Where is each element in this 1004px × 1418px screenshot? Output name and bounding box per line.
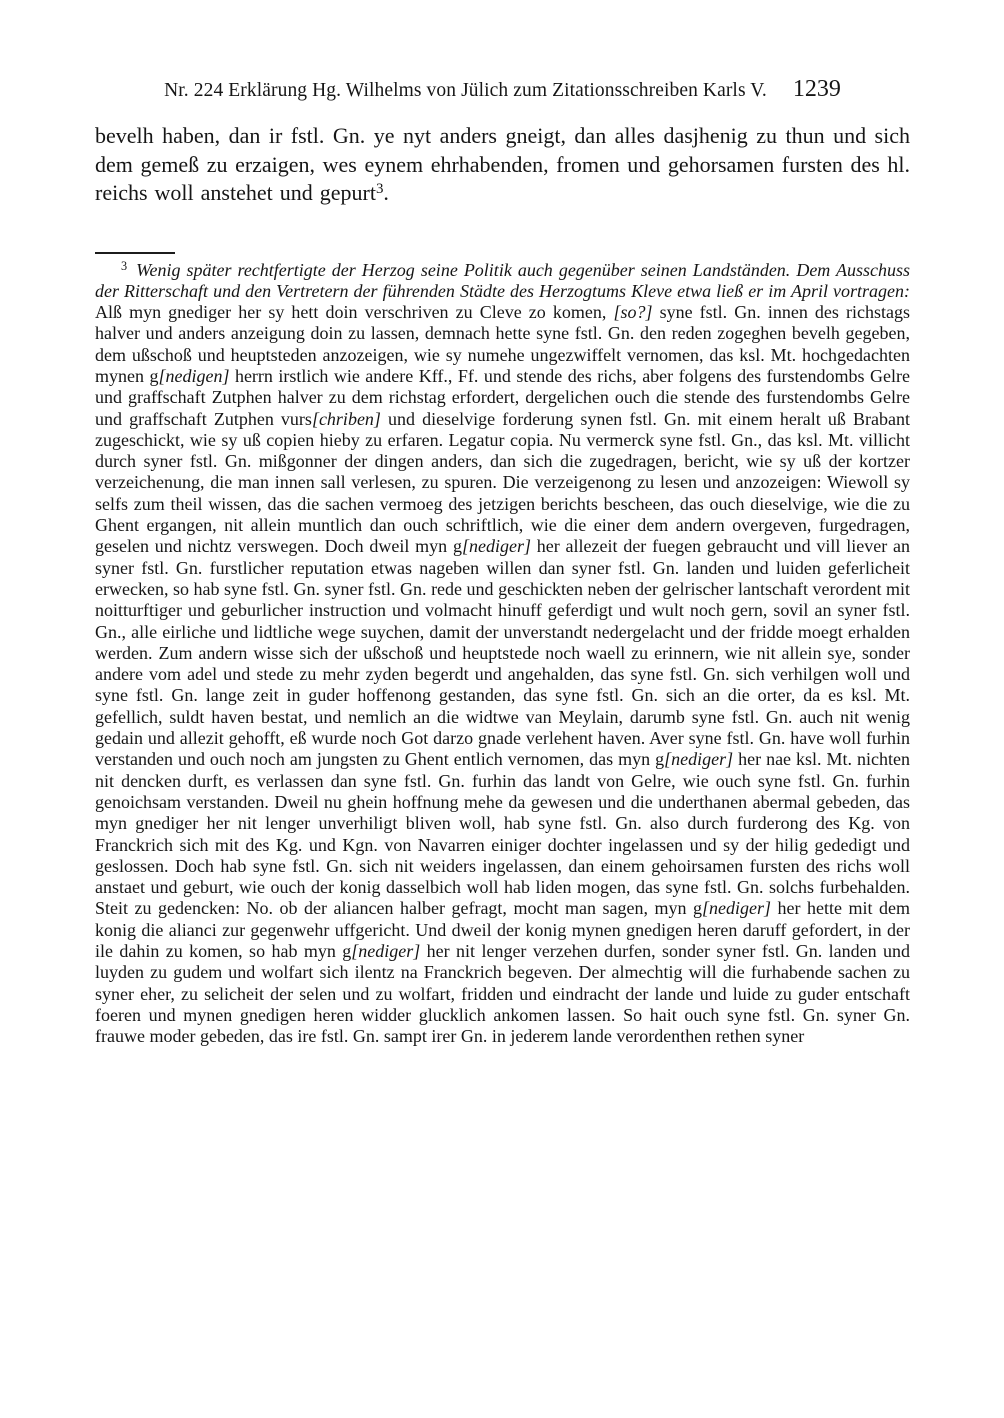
footnote-segment: [nedigen] — [158, 365, 230, 386]
main-paragraph — [95, 122, 910, 208]
main-paragraph-text: bevelh haben, dan ir fstl. Gn. ye nyt anders gneigt, dan alles dasjhenig zu thun und sich dem gemeß zu erzaigen, wes eynem ehrhabenden, fromen und gehorsamen fursten des hl. reichs woll anstehet und gepurt — [95, 123, 910, 205]
footnote-segment: her allezeit der fuegen gebraucht und vill liever an syner fstl. Gn. furstlicher reputation etwas nageben willen dan syner fstl. Gn. landen und luiden geferlicheit erwecken, so hab syne fstl. Gn. syner fstl. Gn. rede und geschickten neben der gelrischer lantschaft verordent mit noitturftiger und geburlicher instruction und volmacht hinuff geferdigt und wult noch gern, sovil an syner fstl. Gn., alle eirliche und lidtliche wege suychen, damit der unverstandt nedergelacht und der fridde moegt erhalden werden. Zum andern wisse sich der ußschoß und heuptstede noch waell zu erinnern, wie nit allein sye, sonder andere vom adel und stede zu mehr zyden begerdt und angehalden, das syne fstl. Gn. sich verhilgen woll und syne fstl. Gn. lange zeit in guder hoffenong gestanden, das syne fstl. Gn. sich an die orter, da es ksl. Mt. gefellich, suldt haven bestat, und nemlich an die widtwe van Meylain, darumb syne fstl. Gn. auch nit wenig gedain und allezit gehofft, eß wurde noch Got darzo gnade verlehent haven. Aver syne fstl. Gn. have woll furhin verstanden und ouch noch am jungsten zu Ghent entlich vernomen, das myn g — [95, 536, 910, 770]
footnote-text — [95, 260, 910, 1047]
footnote-reference: 3 — [375, 181, 384, 198]
running-head — [95, 76, 910, 104]
footnote-segment: [so?] — [613, 302, 653, 323]
footnote-segment: syne fstl. Gn. innen des richstags halver und anders anzeigung doin zu lassen, demnach hette syne fstl. Gn. den reden zogeghen bevelh gegeben, dem ußschoß und heuptsteden anzozeigen, wie sy numehe ungezwiffelt vernomen, das ksl. Mt. hochgedachten mynen g — [95, 302, 910, 386]
footnote-3 — [95, 260, 910, 1048]
footnote-segment: [nediger] — [351, 941, 421, 961]
footnote-segment: Alß myn gnediger her sy hett doin verschriven zu Cleve zo komen, — [95, 302, 614, 323]
footnote-number: 3 — [121, 259, 128, 273]
footnote-segment: herrn irstlich wie andere Kff., Ff. und stende des richs, aber folgens des furstendombs Gelre und graffschaft Zutphen halver zu dem richstag erfordert, dergelichen ouch die stende des furstendombs Gelre und graffschaft Zutphen vurs — [95, 365, 910, 429]
footnote-block — [95, 252, 910, 1048]
footnote-separator-rule — [95, 252, 175, 254]
footnote-segment: her nit lenger verzehen durfen, sonder syner fstl. Gn. landen und luyden zu gudem und wolfart sich ilentz na Franckrich begeven. Der almechtig will die furhabende sachen zu syner eher, zu selicheit der selen und zu wolfart, fridden und eindracht der lande und luide zu guder entschaft foeren und mynen gnedigen heren widder glucklich ankomen lassen. So hait ouch syne fstl. Gn. syner Gn. frauwe moder gebeden, das ire fstl. Gn. sampt irer Gn. in jederem lande verordenthen rethen syner — [95, 941, 911, 1047]
footnote-segment: her hette mit dem konig die alianci zur gegenwehr uffgericht. Und dweil der konig mynen gnedigen heren daruff gefordert, in der ile dahin zu komen, so hab myn g — [95, 898, 910, 961]
footnote-segment: [nediger] — [701, 898, 771, 919]
footnote-segment: her nae ksl. Mt. nichten nit dencken durft, es verlassen dan syne fstl. Gn. furhin das landt von Gelre, wie ouch syne fstl. Gn. furhin genoichsam verstanden. Dweil nu ghein hoffnung mehe da gewesen und die underthanen abermal gebeden, das myn gnediger her nit lenger unverhiligt bliven woll, hab syne fstl. Gn. also durch furderong des Kg. von Franckrich sich mit des Kg. und Kgn. von Navarren einiger dochter ingelassen und sy der hilig gededigt und geslossen. Doch hab syne fstl. Gn. sich nit weiders ingelassen, dan einem gehoirsamen fursten des richs woll anstaet und geburt, wie ouch der konig dasselbich woll hab liden mogen, das syne fstl. Gn. solchs furbehalden. Steit zu gedencken: No. ob der aliancen halber gefragt, mocht man sagen, myn g — [95, 749, 910, 919]
footnote-segment: und dieselvige forderung synen fstl. Gn. mit einem heralt uß Brabant zugeschickt, wie sy uß copien hieby zu erfaren. Legatur copia. Nu vermerck syne fstl. Gn., das ksl. Mt. villicht durch syner fstl. Gn. mißgonner der dingen anders, dan sich die zugedragen, bericht, wie sy uß der kortzer verzeichenung, die man innen sall verlesen, zu spuren. Die verzeigenong zu lesen und anzozeigen: Wiewoll sy selfs zum theil wissen, das die sachen vermoeg des jetzigen berichts bescheen, das ouch dieselvige, wie die zu Ghent ergangen, nit allein muntlich dan ouch schriftlich, wie die einer dem andern overgeven, furgedragen, geselen und nichtz verswegen. Doch dweil myn g — [95, 408, 910, 557]
main-paragraph-period: . — [383, 180, 389, 205]
page-number: 1239 — [792, 76, 841, 102]
footnote-segment: [nediger] — [664, 749, 734, 770]
footnote-segment: [chriben] — [311, 408, 381, 429]
running-title: Nr. 224 Erklärung Hg. Wilhelms von Jülich zum Zitationsschreiben Karls V. — [164, 80, 767, 101]
footnote-segment: [nediger] — [461, 536, 531, 557]
footnote-segment: Wenig später rechtfertigte der Herzog seine Politik auch gegenüber seinen Landständen. Dem Ausschuss der Ritterschaft und den Vertretern der führenden Städte des Herzogtums Kleve etwa ließ er im April vortragen: — [95, 259, 910, 301]
